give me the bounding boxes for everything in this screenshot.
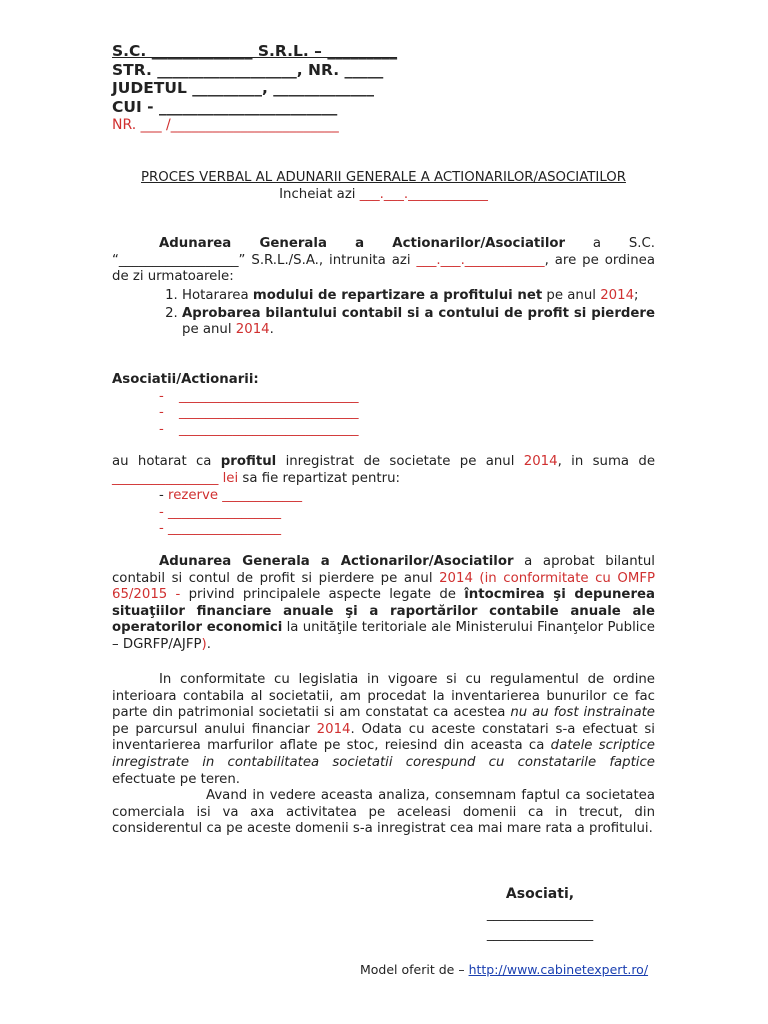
text: . Odata cu aceste constatari s-a efectuat si inventarierea marfurilor aflate pe stoc, reiesind din aceasta ca xyxy=(112,721,656,754)
footer xyxy=(360,962,660,979)
text-red: ) xyxy=(201,636,207,652)
associate-blank: ___________________________ xyxy=(179,405,359,421)
text-italic: nu au fost instrainate xyxy=(510,705,655,721)
text: , are pe ordinea de zi urmatoarele: xyxy=(112,252,655,285)
allocation-item xyxy=(159,488,655,505)
agenda-item xyxy=(182,306,655,339)
agenda-item xyxy=(182,288,655,305)
amount-blank: ________________ lei xyxy=(112,470,239,486)
text: pe parcursul anului financiar xyxy=(112,721,317,737)
text-italic: datele scriptice inregistrate in contabilitatea societatii corespund cu constatarile faptice xyxy=(112,738,655,770)
text: Hotararea xyxy=(182,288,253,303)
text-bold: întocmirea şi depunerea situaţiilor financiare anuale şi a raportărilor contabile anuale ale operatorilor economici xyxy=(112,587,655,636)
associate-blank: ___________________________ xyxy=(179,421,359,437)
text: , in suma de xyxy=(557,454,656,469)
text: efectuate pe teren. xyxy=(112,771,241,787)
signature-line: ________________ xyxy=(486,927,594,943)
associate-blank: ___________________________ xyxy=(179,388,359,404)
text: inregistrat de societate pe anul xyxy=(276,454,524,469)
dash: - xyxy=(159,521,169,537)
associate-line xyxy=(112,405,655,422)
company-header xyxy=(112,42,655,135)
document-title: PROCES VERBAL AL ADUNARII GENERALE A ACTIONARILOR/ASOCIATILOR xyxy=(141,170,626,185)
paragraph-inventory xyxy=(112,672,655,788)
agenda-list xyxy=(112,288,655,339)
year: 2014 xyxy=(523,454,558,469)
footer-text: Model oferit de – xyxy=(360,962,469,977)
dash: - xyxy=(159,421,164,437)
allocation-blank: _________________ xyxy=(168,504,282,520)
paragraph-analysis: Avand in vedere aceasta analiza, consemnam faptul ca societatea comerciala isi va axa activitatea pe aceleasi domenii ca in trecut, din considerentul ca pe aceste domenii s-a inregistrat cea mai mare rata a profitului. xyxy=(112,788,655,837)
dash: - xyxy=(159,504,169,520)
text-bold: profitul xyxy=(220,454,277,469)
associates-section xyxy=(112,372,655,438)
associate-line xyxy=(112,389,655,406)
allocation-list xyxy=(112,488,655,538)
allocation-item xyxy=(159,505,655,522)
dash: - xyxy=(159,488,169,503)
associates-heading: Asociatii/Actionarii: xyxy=(112,372,259,387)
signature-line: ________________ xyxy=(486,906,594,922)
text: a aprobat bilantul contabil si contul de profit si pierdere pe anul xyxy=(112,554,655,586)
text: privind principalele aspecte legate de xyxy=(180,587,465,603)
text: au hotarat ca xyxy=(112,454,221,469)
allocation-item xyxy=(159,521,655,538)
text: la unităţile teritoriale ale Ministerului Finanţelor Publice – DGRFP/AJFP xyxy=(112,620,655,652)
paragraph-profit xyxy=(112,454,655,487)
text: . xyxy=(206,636,211,652)
dash: - xyxy=(159,405,164,421)
paragraph-approval xyxy=(112,554,655,654)
text: . xyxy=(269,322,274,338)
concluded-date-line xyxy=(112,187,655,204)
concluded-label: Incheiat azi xyxy=(279,186,360,202)
meeting-date: ___.___.____________ xyxy=(416,252,545,268)
cui-line: CUI - _______________________ xyxy=(112,97,338,116)
allocation-label: rezerve xyxy=(168,488,223,503)
document-title-block xyxy=(112,170,655,203)
year: 2014 xyxy=(600,288,635,303)
associate-line xyxy=(112,422,655,439)
company-name-line: S.C. _____________ S.R.L. – _________ xyxy=(112,42,398,60)
year: 2014 xyxy=(235,322,270,338)
year: 2014 xyxy=(316,721,351,737)
text-bold: Aprobarea bilantului contabil si a contului de profit si pierdere xyxy=(182,305,655,321)
concluded-date: ___.___.____________ xyxy=(359,186,488,202)
signature-block xyxy=(470,886,610,944)
text: sa fie repartizat pentru: xyxy=(238,470,401,486)
allocation-blank: _________________ xyxy=(168,521,282,537)
street-line: STR. __________________, NR. _____ xyxy=(112,60,384,79)
county-line: JUDETUL _________, _____________ xyxy=(112,79,375,98)
dash: - xyxy=(159,388,164,404)
registration-number-line: NR. ___ /________________________ xyxy=(112,117,339,134)
text: In conformitate cu legislatia in vigoare si cu regulamentul de ordine interioara contabila al societatii, am procedat la inventarierea bunurilor ce fac parte din patrimonial societatii si am constatat ca acestea xyxy=(112,672,655,721)
signature-label: Asociati, xyxy=(505,886,575,902)
text-red: 2014 (in conformitate cu OMFP 65/2015 - xyxy=(112,570,655,603)
text-bold: Adunarea Generala a Actionarilor/Asociatilor xyxy=(159,236,566,251)
allocation-blank: ____________ xyxy=(222,488,303,503)
text: a S.C. “__________________” S.R.L./S.A., intrunita azi xyxy=(112,236,655,268)
text: pe anul xyxy=(182,322,236,338)
paragraph-meeting xyxy=(112,236,655,286)
text-bold: Adunarea Generala a Actionarilor/Asociatilor xyxy=(159,554,514,569)
text: pe anul xyxy=(542,288,601,303)
text-bold: modului de repartizare a profitului net xyxy=(252,288,543,303)
text: ; xyxy=(634,288,639,303)
footer-link[interactable]: http://www.cabinetexpert.ro/ xyxy=(468,962,649,977)
